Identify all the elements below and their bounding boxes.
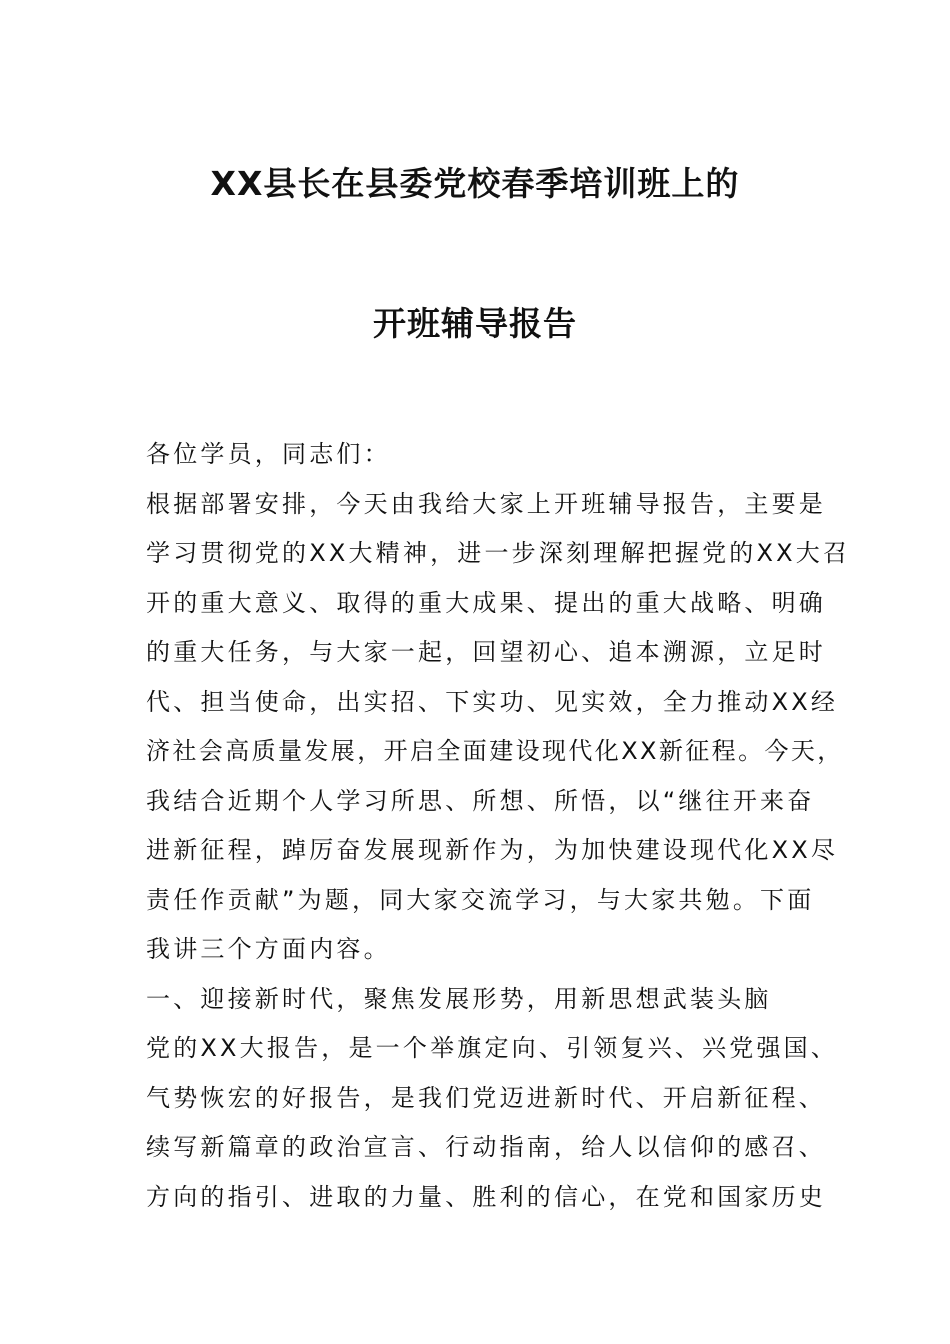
body-line: 的重大任务，与大家一起，回望初心、追本溯源，立足时 [146,638,826,666]
body-line: 代、担当使命，出实招、下实功、见实效，全力推动XX经 [146,687,839,716]
body-line: 学习贯彻党的XX大精神，进一步深刻理解把握党的XX大召 [146,539,851,567]
body-line: 责任作贡献”为题，同大家交流学习，与大家共勉。下面 [146,885,815,914]
body-line: 进新征程，踔厉奋发展现新作为，为加快建设现代化XX尽 [146,836,839,864]
body-line: 根据部署安排，今天由我给大家上开班辅导报告，主要是 [146,489,826,518]
document-title-line-1: XX县长在县委党校春季培训班上的 [210,164,740,203]
section-heading: 一、迎接新时代，聚焦发展形势，用新思想武装头脑 [146,984,772,1013]
body-line: 气势恢宏的好报告，是我们党迈进新时代、开启新征程、 [146,1083,826,1112]
body-line: 党的XX大报告，是一个举旗定向、引领复兴、兴党强国、 [146,1034,839,1062]
body-line: 我结合近期个人学习所思、所想、所悟，以“继往开来奋 [146,786,815,815]
body-line: 续写新篇章的政治宣言、行动指南，给人以信仰的感召、 [146,1133,826,1161]
body-line: 开的重大意义、取得的重大成果、提出的重大战略、明确 [146,588,826,617]
document-title-line-2: 开班辅导报告 [373,304,577,343]
document-body [146,430,851,1222]
salutation: 各位学员，同志们： [146,440,391,468]
body-line: 我讲三个方面内容。 [146,935,391,963]
body-line: 方向的指引、进取的力量、胜利的信心，在党和国家历史 [146,1182,826,1211]
body-line: 济社会高质量发展，开启全面建设现代化XX新征程。今天， [146,737,844,765]
